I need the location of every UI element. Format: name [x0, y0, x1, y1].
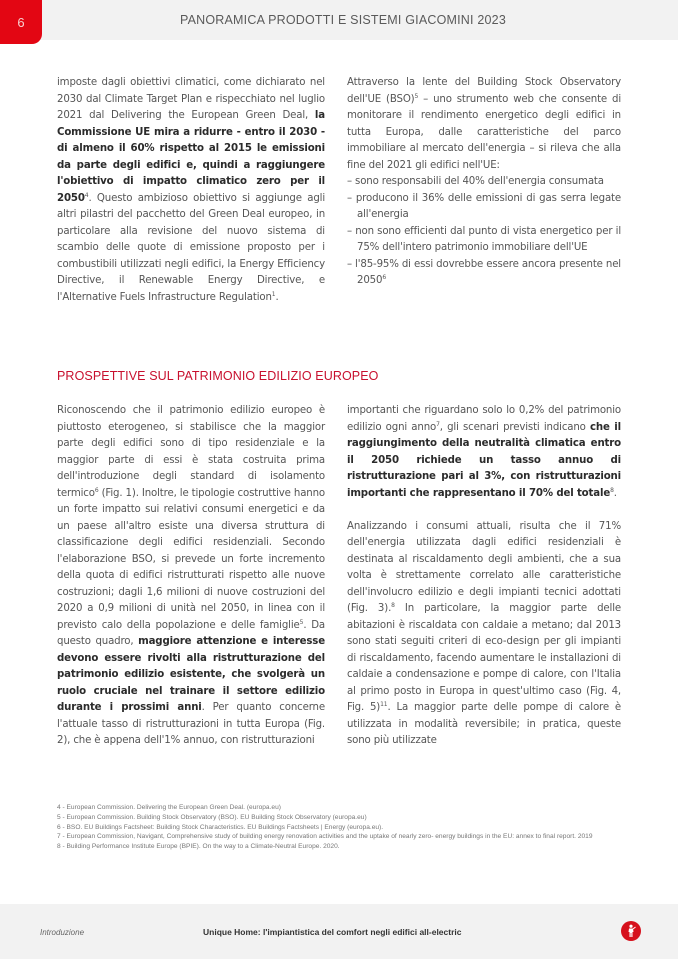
footnote-ref[interactable]: 7 [436, 420, 440, 428]
footnote-ref[interactable]: 5 [299, 618, 304, 626]
bottom-left-column [57, 403, 325, 750]
footnote-ref[interactable]: 5 [414, 92, 419, 100]
paragraph: imposte dagli obiettivi climatici, come dichiarato nel 2030 dal Climate Target Plan e rispecchiato nel luglio 2021 dal Delivering the European Green Deal, la Commissione UE mira a ridurre - entro il 2030 - di almeno il 60% rispetto al 2015 le emissioni da parte degli edifici e, quindi a raggiungere l'obiettivo di impatto climatico zero per il 2050$^4$. Questo ambizioso obiettivo si aggiunge agli altri pilastri del pacchetto del Green Deal europeo, in particolare alla revisione del nuovo sistema di scambio delle quote di emissione proposto per i combustibili utilizzati negli edifici, la Energy Efficiency Directive, il Renewable Energy Directive, e l'Alternative Fuels Infrastructure Regulation$^1$. [57, 77, 325, 303]
footnote-ref[interactable]: 1 [271, 290, 276, 298]
page-footer [0, 904, 678, 959]
footnote-ref[interactable]: 8 [391, 602, 395, 609]
bullet-list [347, 174, 621, 290]
top-right-column [347, 75, 621, 290]
list-item: – non sono efficienti dal punto di vista energetico per il 75% dell'intero patrimonio immobiliare dell'UE [347, 225, 621, 253]
footnote: 6 - BSO. EU Buildings Factsheet: Building Stock Characteristics. EU Buildings Factsheets | Energy (europa.eu). [57, 823, 384, 831]
figure-icon [625, 924, 637, 938]
footnote: 8 - Building Performance Institute Europe (BPIE). On the way to a Climate-Neutral Europe. 2020. [57, 843, 340, 851]
paragraph: importanti che riguardano solo lo 0,2% del patrimonio edilizio ogni anno$^7$, gli scenari previsti indicano che il raggiungimento della neutralità climatica entro il 2050 richiede un tasso annuo di ristrutturazione pari al 3%, con ristrutturazioni importanti che rappresentano il 70% del totale$^8$. [347, 405, 621, 499]
footnotes [57, 803, 627, 852]
footnote-ref[interactable]: 6 [94, 486, 99, 494]
list-item: – sono responsabili del 40% dell'energia consumata [347, 176, 604, 187]
paragraph: Riconoscendo che il patrimonio edilizio europeo è piuttosto eterogeneo, si stabilisce che la maggior parte degli edifici sono di tipo residenziale e la maggior parte di essi è stata costruita prima dell'introduzione degli standard di isolamento termico$^6$ (Fig. 1). Inoltre, le tipologie costruttive hanno un forte impatto sui relativi consumi energetici e da un paese all'altro esiste una diversa struttura di classificazione degli edifici residenziali. Secondo l'elaborazione BSO, si prevede un forte incremento della quota di edifici ristrutturati rispetto alle nuove costruzioni; dagli 1,6 milioni di nuove costruzioni del 2020 a 0,9 milioni di unità nel 2050, in linea con il previsto calo della popolazione e delle famiglie$^5$. Da questo quadro, maggiore attenzione e interesse devono essere rivolti alla ristrutturazione del patrimonio edilizio esistente, che svolgerà un ruolo cruciale nel trainare il settore edilizio durante i prossimi anni. Per quanto concerne l'attuale tasso di ristrutturazioni in tutta Europa (Fig. 2), che è appena dell'1% annuo, con ristrutturazioni [57, 405, 326, 746]
top-left-column [57, 75, 325, 306]
footer-section-label: Introduzione [40, 928, 85, 937]
giacomini-logo-icon [621, 921, 641, 941]
paragraph: Analizzando i consumi attuali, risulta che il 71% dell'energia utilizzata dagli edifici residenziali è destinata al riscaldamento degli ambienti, che a sua volta è strettamente correlato alle caratteristiche dell'involucro edilizio e degli impianti tecnici adottati (Fig. 3).$^8$ In particolare, la maggior parte delle abitazioni è riscaldata con caldaie a metano; dal 2013 sono stati seguiti criteri di eco-design per gli impianti di riscaldamento, facendo aumentare le installazioni di caldaie a condensazione e pompe di calore, con l'Italia al primo posto in Europa in quest'ultimo caso (Fig. 4, Fig. 5)$^{11}$. La maggior parte delle pompe di calore è utilizzata in modalità reversibile; in pratica, queste sono più utilizzate [347, 520, 621, 746]
list-item: – l'85-95% di essi dovrebbe essere ancora presente nel 2050$^6$ [347, 258, 621, 286]
paragraph: Attraverso la lente del Building Stock Observatory dell'UE (BSO)$^5$ – uno strumento web che consente di monitorare il rendimento energetico degli edifici in tutta Europa, dalle caratteristiche del parco immobiliare al mercato dell'energia – si rileva che alla fine del 2021 gli edifici nell'UE: [347, 77, 621, 171]
footnote-ref[interactable]: 8 [610, 486, 614, 494]
section-title: PROSPETTIVE SUL PATRIMONIO EDILIZIO EUROPEO [57, 369, 379, 383]
footnote: 5 - European Commission. Building Stock Observatory (BSO). EU Building Stock Observatory (europa.eu) [57, 813, 367, 821]
footnote: 4 - European Commission. Delivering the European Green Deal. (europa.eu) [57, 804, 281, 811]
bottom-right-column [347, 403, 621, 750]
list-item: – producono il 36% delle emissioni di gas serra legate all'energia [347, 192, 621, 220]
footnote: 7 - European Commission, Navigant, Comprehensive study of building energy renovation activities and the uptake of nearly zero- energy buildings in the EU: annex to final report. 2019 [57, 833, 593, 841]
footer-title: Unique Home: l'impiantistica del comfort negli edifici all-electric [203, 927, 462, 937]
footnote-ref[interactable]: 11 [380, 701, 388, 708]
bold-text: la Commissione UE mira a ridurre - entro il 2030 - di almeno il 60% rispetto al 2015 le emissioni da parte degli edifici e, quindi a raggiungere l'obiettivo di impatto climatico zero per il 2050 [57, 110, 325, 204]
header-title: PANORAMICA PRODOTTI E SISTEMI GIACOMINI 2023 [180, 13, 506, 27]
page-header [0, 0, 678, 40]
bold-text: che il raggiungimento della neutralità climatica entro il 2050 richiede un tasso annuo di ristrutturazione pari al 3%, con ristrutturazioni importanti che rappresentano il 70% del totale [347, 421, 621, 499]
paragraph-spacer [347, 502, 621, 519]
bold-text: maggiore attenzione e interesse devono essere rivolti alla ristrutturazione del patrimonio edilizio esistente, che svolgerà un ruolo cruciale nel trainare il settore edilizio durante i prossimi anni [57, 636, 325, 713]
footnote-ref[interactable]: 4 [84, 191, 89, 199]
footnote-ref[interactable]: 6 [382, 274, 386, 281]
page-number: 6 [0, 0, 42, 44]
